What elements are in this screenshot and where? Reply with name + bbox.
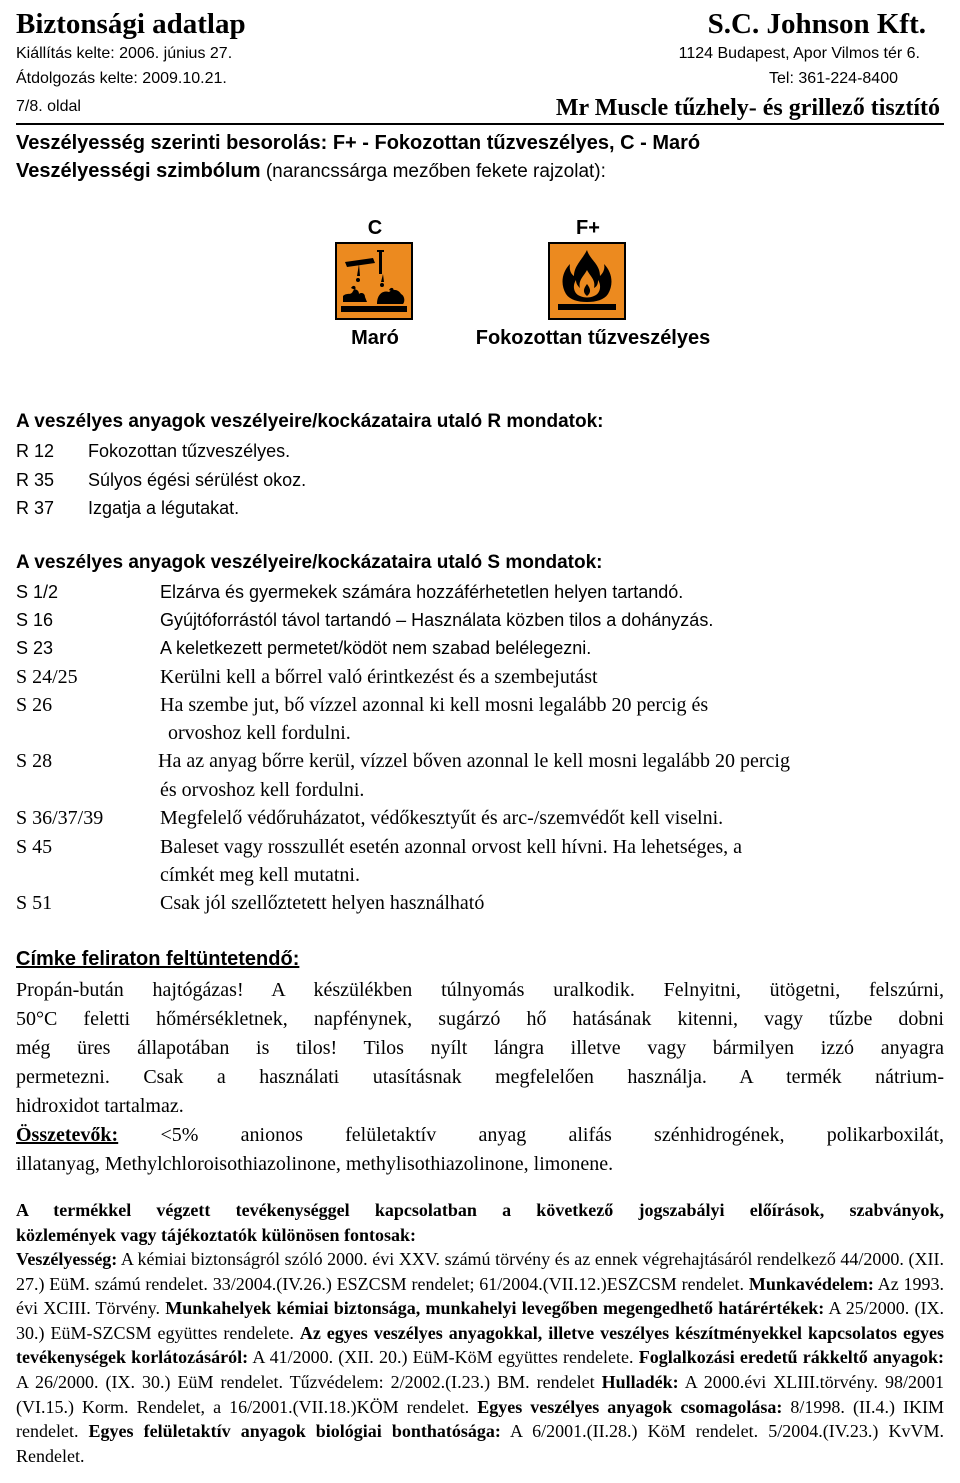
flame-icon: [548, 242, 626, 320]
ingredients-line: [16, 1121, 944, 1150]
legal-span: A 25/2000. (IX. 30.) EüM-SZCSM együttes rendelete.: [16, 1298, 944, 1343]
symbol-line: [16, 159, 606, 184]
s-text: Elzárva és gyermekek számára hozzáférhetetlen helyen tartandó.: [160, 582, 684, 602]
legal-intro-line: közlemények vagy tájékoztatók különösen fontosak:: [16, 1224, 417, 1245]
legal-label: Foglalkozási eredetű rákkeltő anyagok:: [638, 1347, 944, 1368]
legal-intro-line: A termékkel végzett tevékenységgel kapcsolatban a következő jogszabályi előírások, szabványok,: [16, 1200, 944, 1220]
corrosive-icon: [335, 242, 413, 320]
legal-label: Egyes veszélyes anyagok csomagolása:: [477, 1396, 783, 1417]
symbol-label-c: Maró: [351, 327, 399, 349]
legal-span: A 6/2001.(II.28.) KöM rendelet. 5/2004.(IV.23.) KvVM. Rendelet.: [16, 1421, 944, 1466]
symbol-label-fplus: Fokozottan tűzveszélyes: [475, 327, 711, 349]
classification-line: Veszélyesség szerinti besorolás: F+ - Fokozottan tűzveszélyes, C - Maró: [16, 132, 701, 154]
legal-span: 8/1998. (II.4.) IKIM rendelet.: [16, 1396, 944, 1442]
s-text-cont: címkét meg kell mutatni.: [160, 864, 360, 886]
ingredients-label: Összetevők:: [16, 1124, 119, 1146]
symbol-code-c: C: [367, 217, 383, 239]
legal-span: A 41/2000. (XII. 20.) EüM-KöM együttes rendelete.: [248, 1347, 639, 1368]
label-text-block: [16, 976, 944, 1179]
s-code: S 51: [16, 892, 53, 914]
legal-text: [16, 1247, 944, 1468]
legal-span: A 2000.évi XLIII.törvény. 98/2001 (VI.15.) Korm. Rendelet, a 16/2001.(VII.18.)KÖM rendelet.: [16, 1371, 945, 1417]
s-code: S 36/37/39: [16, 807, 104, 829]
label-line: Propán-bután hajtógázas! A készülékben túlnyomás uralkodik. Felnyitni, ütögetni, felszúrni,: [16, 979, 944, 1001]
legal-span: Az 1993. évi XCIII. Törvény.: [16, 1273, 944, 1319]
s-text: Csak jól szellőztetett helyen használható: [160, 892, 485, 914]
s-text: Baleset vagy rosszullét esetén azonnal orvost kell hívni. Ha lehetséges, a: [160, 836, 743, 858]
r-heading: A veszélyes anyagok veszélyeire/kockázataira utaló R mondatok:: [16, 411, 604, 432]
s-text: Ha szembe jut, bő vízzel azonnal ki kell mosni legalább 20 percig és: [160, 694, 709, 716]
r-code: R 35: [16, 470, 55, 490]
page-number: 7/8. oldal: [16, 98, 81, 115]
product-name: Mr Muscle tűzhely- és grillező tisztító: [555, 95, 940, 121]
symbol-line-rest: (narancssárga mezőben fekete rajzolat):: [260, 161, 606, 182]
s-code: S 24/25: [16, 666, 78, 688]
s-text-cont: orvoshoz kell fordulni.: [168, 722, 351, 744]
s-text: A keletkezett permetet/ködöt nem szabad belélegezni.: [160, 638, 592, 658]
legal-label: Az egyes veszélyes anyagokkal, illetve veszélyes készítményekkel kapcsolatos egyes tevékenységek korlátozásáról:: [16, 1322, 944, 1368]
s-text-cont: és orvoshoz kell fordulni.: [160, 779, 365, 801]
r-code: R 12: [16, 441, 55, 461]
r-text: Izgatja a légutakat.: [88, 498, 240, 518]
legal-label: Egyes felületaktív anyagok biológiai bonthatósága:: [88, 1421, 501, 1442]
s-heading: A veszélyes anyagok veszélyeire/kockázataira utaló S mondatok:: [16, 552, 603, 573]
s-code: S 45: [16, 836, 53, 858]
legal-span: A kémiai biztonságról szóló 2000. évi XXV. számú törvény és az ennek végrehajtásáról rendelkező 44/2000. (XII. 27.) EüM. számú rendelet. 33/2004.(IV.26.) ESZCSM rendelet; 61/2004.(VII.12.)ESZCSM rendelet.: [16, 1249, 944, 1294]
ingredients-line-2: illatanyag, Methylchloroisothiazolinone, methylisothiazolinone, limonene.: [16, 1153, 614, 1175]
r-code: R 37: [16, 498, 55, 518]
s-code: S 16: [16, 610, 54, 630]
label-heading-text: Címke feliraton feltüntetendő:: [16, 948, 300, 970]
s-text: Megfelelő védőruházatot, védőkesztyűt és arc-/szemvédőt kell viselni.: [160, 807, 724, 829]
company-name: S.C. Johnson Kft.: [707, 8, 926, 40]
company-address: 1124 Budapest, Apor Vilmos tér 6.: [678, 45, 920, 62]
s-code: S 26: [16, 694, 53, 716]
legal-label: Munkahelyek kémiai biztonsága, munkahelyi levegőben megengedhető határértékek:: [165, 1298, 825, 1319]
label-heading: [16, 947, 299, 971]
issue-date: Kiállítás kelte: 2006. június 27.: [16, 45, 233, 62]
label-line: permetezni. Csak a használati utasításnak megfelelően használja. A termék nátrium-: [16, 1066, 944, 1088]
s-text: Kerülni kell a bőrrel való érintkezést és a szembejutást: [160, 666, 598, 688]
r-text: Fokozottan tűzveszélyes.: [88, 441, 291, 461]
legal-label: Munkavédelem:: [748, 1273, 874, 1294]
s-code: S 23: [16, 638, 54, 658]
legal-intro: [16, 1198, 944, 1247]
header-divider: [16, 123, 944, 125]
r-text: Súlyos égési sérülést okoz.: [88, 470, 307, 490]
legal-label: Veszélyesség:: [16, 1249, 118, 1269]
document-title: Biztonsági adatlap: [16, 8, 246, 40]
label-line: hidroxidot tartalmaz.: [16, 1095, 184, 1117]
s-text: Ha az anyag bőrre kerül, vízzel bőven azonnal le kell mosni legalább 20 percig: [158, 750, 790, 772]
label-line: még üres állapotában is tilos! Tilos nyílt lángra illetve vagy bármilyen izzó anyagra: [16, 1037, 944, 1059]
ingredients-text: <5% anionos felületaktív anyag alifás szénhidrogének, polikarboxilát,: [118, 1124, 944, 1146]
symbol-code-fplus: F+: [576, 217, 600, 239]
s-code: S 28: [16, 750, 53, 772]
company-phone: Tel: 361-224-8400: [769, 70, 898, 87]
legal-span: A 26/2000. (IX. 30.) EüM rendelet. Tűzvédelem: 2/2002.(I.23.) BM. rendelet: [16, 1371, 602, 1392]
symbol-line-label: Veszélyességi szimbólum: [16, 160, 261, 182]
revision-date: Átdolgozás kelte: 2009.10.21.: [16, 70, 227, 87]
legal-label: Hulladék:: [601, 1371, 679, 1392]
label-line: 50°C feletti hőmérsékletnek, napfénynek, sugárzó hő hatásának kitenni, vagy tűzbe dobni: [16, 1008, 944, 1030]
s-text: Gyújtóforrástól távol tartandó – Használata közben tilos a dohányzás.: [160, 610, 714, 630]
s-code: S 1/2: [16, 582, 59, 602]
